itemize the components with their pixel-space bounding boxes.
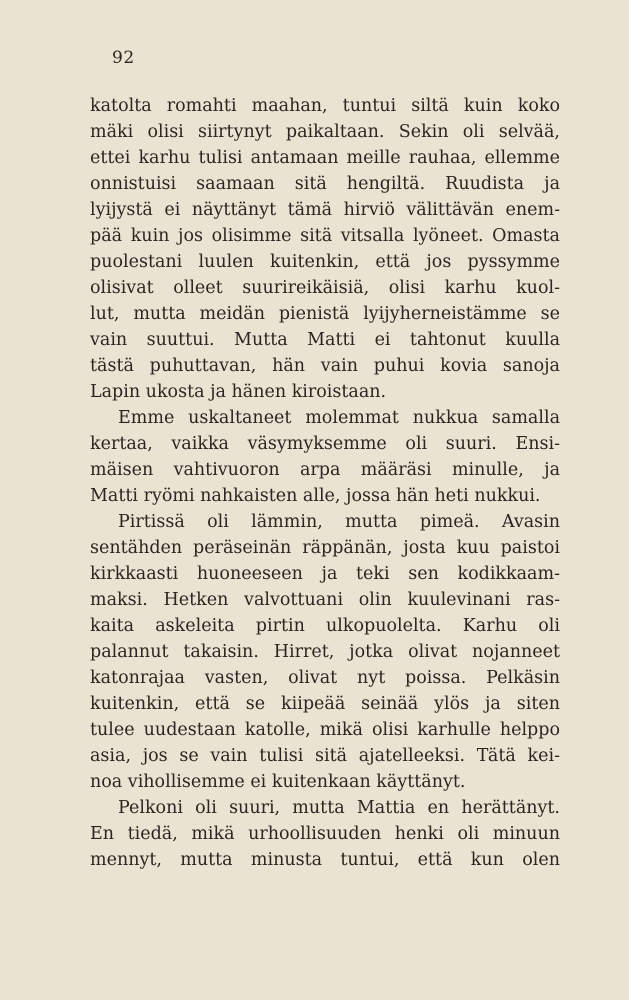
text-line: katolta romahti maahan, tuntui siltä kuin koko (90, 96, 560, 116)
text-line: kertaa, vaikka väsymyksemme oli suuri. Ensi- (90, 434, 560, 454)
text-line: sentähden peräseinän räppänän, josta kuu paistoi (90, 538, 560, 558)
body-text (90, 93, 560, 873)
text-line: Pirtissä oli lämmin, mutta pimeä. Avasin (118, 512, 560, 532)
page-number: 92 (112, 48, 135, 68)
text-line: En tiedä, mikä urhoollisuuden henki oli minuun (90, 824, 560, 844)
text-line: maksi. Hetken valvottuani olin kuulevinani ras- (90, 590, 560, 610)
text-line: onnistuisi saamaan sitä hengiltä. Ruudista ja (90, 174, 560, 194)
text-line: asia, jos se vain tulisi sitä ajatelleeksi. Tätä kei- (90, 746, 560, 766)
text-line: puolestani luulen kuitenkin, että jos pyssymme (90, 252, 560, 272)
text-line: tulee uudestaan katolle, mikä olisi karhulle helppo (90, 720, 560, 740)
text-line: ettei karhu tulisi antamaan meille rauhaa, ellemme (90, 148, 560, 168)
text-line: Pelkoni oli suuri, mutta Mattia en herättänyt. (118, 798, 560, 818)
text-line: katonrajaa vasten, olivat nyt poissa. Pelkäsin (90, 668, 560, 688)
text-line: olisivat olleet suurireikäisiä, olisi karhu kuol- (90, 278, 560, 298)
text-line: kuitenkin, että se kiipeää seinää ylös ja siten (90, 694, 560, 714)
text-line: mäisen vahtivuoron arpa määräsi minulle, ja (90, 460, 560, 480)
text-line: Lapin ukosta ja hänen kiroistaan. (90, 382, 387, 402)
text-line: lut, mutta meidän pienistä lyijyherneistämme se (90, 304, 560, 324)
text-line: lyijystä ei näyttänyt tämä hirviö välittävän enem- (90, 200, 560, 220)
text-line: noa vihollisemme ei kuitenkaan käyttänyt. (90, 772, 466, 792)
text-line: Matti ryömi nahkaisten alle, jossa hän heti nukkui. (90, 486, 541, 506)
text-line: tästä puhuttavan, hän vain puhui kovia sanoja (90, 356, 560, 376)
text-line: palannut takaisin. Hirret, jotka olivat nojanneet (90, 642, 560, 662)
text-line: pää kuin jos olisimme sitä vitsalla lyöneet. Omasta (90, 226, 560, 246)
text-line: mennyt, mutta minusta tuntui, että kun olen (90, 850, 560, 870)
text-line: kaita askeleita pirtin ulkopuolelta. Karhu oli (90, 616, 560, 636)
text-line: Emme uskaltaneet molemmat nukkua samalla (118, 408, 560, 428)
text-line: mäki olisi siirtynyt paikaltaan. Sekin oli selvää, (90, 122, 560, 142)
text-line: kirkkaasti huoneeseen ja teki sen kodikkaam- (90, 564, 560, 584)
text-line: vain suuttui. Mutta Matti ei tahtonut kuulla (90, 330, 560, 350)
